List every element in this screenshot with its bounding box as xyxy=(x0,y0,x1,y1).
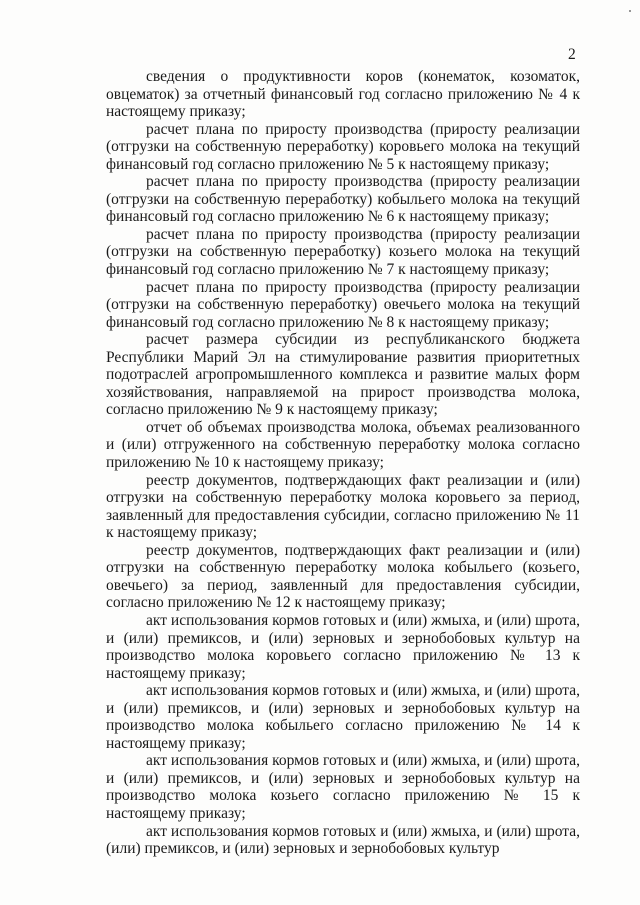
paragraph-feed-act-goat: акт использования кормов готовых и (или) жмыха, и (или) шрота, и (или) премиксов, и (или) зерновых и зернобобовых культур на производство молока козьего согласно приложению № 15 к настоящему приказу; xyxy=(106,752,580,822)
paragraph-registry-cow-milk: реестр документов, подтверждающих факт реализации и (или) отгрузки на собственную переработку молока коровьего за период, заявленный для предоставления субсидии, согласно приложению № 11 к настоящему приказу; xyxy=(106,471,580,542)
paragraph-registry-other-milk: реестр документов, подтверждающих факт реализации и (или) отгрузки на собственную переработку молока кобыльего (козьего, овечьего) за период, заявленный для предоставления субсидии, согласно приложению № 12 к настоящему приказу; xyxy=(106,541,580,612)
paragraph-subsidy-calculation: расчет размера субсидии из республиканского бюджета Республики Марий Эл на стимулирование развития приоритетных подотраслей агропромышленного комплекса и развитие малых форм хозяйствования, направляемой на прирост производства молока, согласно приложению № 9 к настоящему приказу; xyxy=(106,331,580,419)
paragraph-feed-act-cow: акт использования кормов готовых и (или) жмыха, и (или) шрота, и (или) премиксов, и (или) зерновых и зернобобовых культур на производство молока коровьего согласно приложению № 13 к настоящему приказу; xyxy=(106,611,580,682)
paragraph-feed-act-mare: акт использования кормов готовых и (или) жмыха, и (или) шрота, и (или) премиксов, и (или) зерновых и зернобобовых культур на производство молока кобыльего согласно приложению № 14 к настоящему приказу; xyxy=(106,682,580,752)
page-number: 2 xyxy=(568,46,576,63)
paragraph-feed-act-sheep: акт использования кормов готовых и (или) жмыха, и (или) шрота, (или) премиксов, и (или) зерновых и зернобобовых культур xyxy=(106,822,580,858)
paragraph-plan-mare-milk: расчет плана по приросту производства (приросту реализации (отгрузки на собственную переработку) кобыльего молока на текущий финансовый год согласно приложению № 6 к настоящему приказу; xyxy=(106,173,580,226)
scan-speck xyxy=(629,10,631,12)
paragraph-plan-cow-milk: расчет плана по приросту производства (приросту реализации (отгрузки на собственную переработку) коровьего молока на текущий финансовый год согласно приложению № 5 к настоящему приказу; xyxy=(106,120,580,173)
paragraph-plan-goat-milk: расчет плана по приросту производства (приросту реализации (отгрузки на собственную переработку) козьего молока на текущий финансовый год согласно приложению № 7 к настоящему приказу; xyxy=(106,225,580,279)
paragraph-plan-sheep-milk: расчет плана по приросту производства (приросту реализации (отгрузки на собственную переработку) овечьего молока на текущий финансовый год согласно приложению № 8 к настоящему приказу; xyxy=(106,278,580,331)
paragraph-productivity-info: сведения о продуктивности коров (конематок, козоматок, овцематок) за отчетный финансовый год согласно приложению № 4 к настоящему приказу; xyxy=(106,68,580,121)
paragraph-production-report: отчет об объемах производства молока, объемах реализованного и (или) отгруженного на собственную переработку молока согласно приложению № 10 к настоящему приказу; xyxy=(106,418,580,472)
document-body xyxy=(106,68,580,858)
